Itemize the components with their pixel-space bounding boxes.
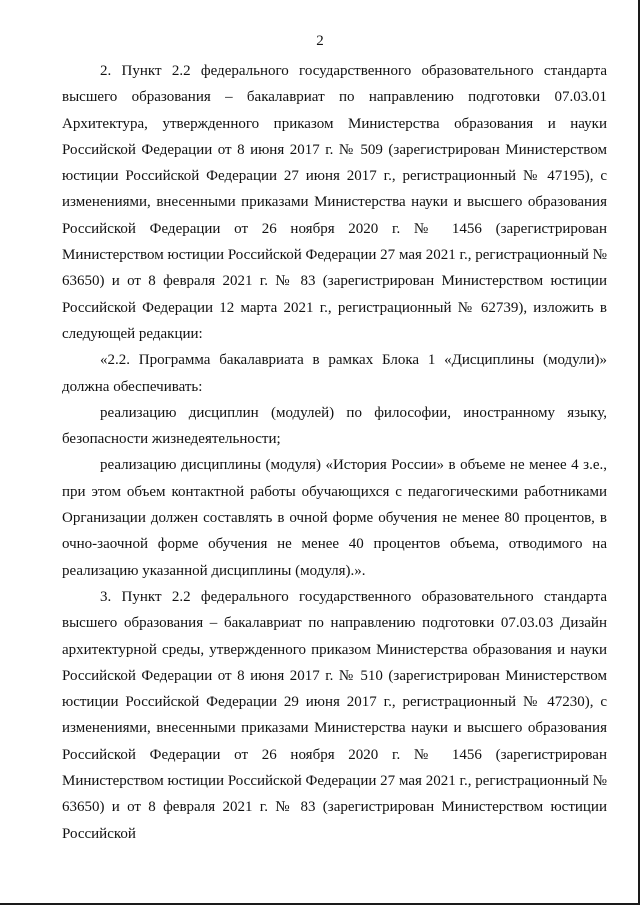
paragraph-item-2: 2. Пункт 2.2 федерального государственного образовательного стандарта высшего образования – бакалавриат по направлению подготовки 07.03.01 Архитектура, утвержденного приказом Министерства образования и науки Российской Федерации от 8 июня 2017 г. № 509 (зарегистрирован Министерством юстиции Российской Федерации 27 июня 2017 г., регистрационный № 47195), с изменениями, внесенными приказами Министерства науки и высшего образования Российской Федерации от 26 ноября 2020 г. № 1456 (зарегистрирован Министерством юстиции Российской Федерации 27 мая 2021 г., регистрационный № 63650) и от 8 февраля 2021 г. № 83 (зарегистрирован Министерством юстиции Российской Федерации 12 марта 2021 г., регистрационный № 62739), изложить в следующей редакции: — [62, 63, 607, 342]
document-body — [62, 58, 607, 847]
paragraph-disciplines-list: реализацию дисциплин (модулей) по философии, иностранному языку, безопасности жизнедеятельности; — [62, 404, 607, 448]
paragraph-item-3: 3. Пункт 2.2 федерального государственного образовательного стандарта высшего образования – бакалавриат по направлению подготовки 07.03.03 Дизайн архитектурной среды, утвержденного приказом Министерства образования и науки Российской Федерации от 8 июня 2017 г. № 510 (зарегистрирован Министерством юстиции Российской Федерации 29 июня 2017 г., регистрационный № 47230), с изменениями, внесенными приказами Министерства науки и высшего образования Российской Федерации от 26 ноября 2020 г. № 1456 (зарегистрирован Министерством юстиции Российской Федерации 27 мая 2021 г., регистрационный № 63650) и от 8 февраля 2021 г. № 83 (зарегистрирован Министерством юстиции Российской — [62, 588, 607, 842]
paragraph-quote-2-2: «2.2. Программа бакалавриата в рамках Блока 1 «Дисциплины (модули)» должна обеспечивать: — [62, 352, 607, 395]
page-number: 2 — [316, 33, 324, 49]
paragraph-history-discipline: реализацию дисциплины (модуля) «История России» в объеме не менее 4 з.е., при этом объем контактной работы обучающихся с педагогическими работниками Организации должен составлять в очной форме обучения не менее 80 процентов, в очно-заочной форме обучения не менее 40 процентов объема, отводимого на реализацию указанной дисциплины (модуля).». — [62, 457, 607, 579]
